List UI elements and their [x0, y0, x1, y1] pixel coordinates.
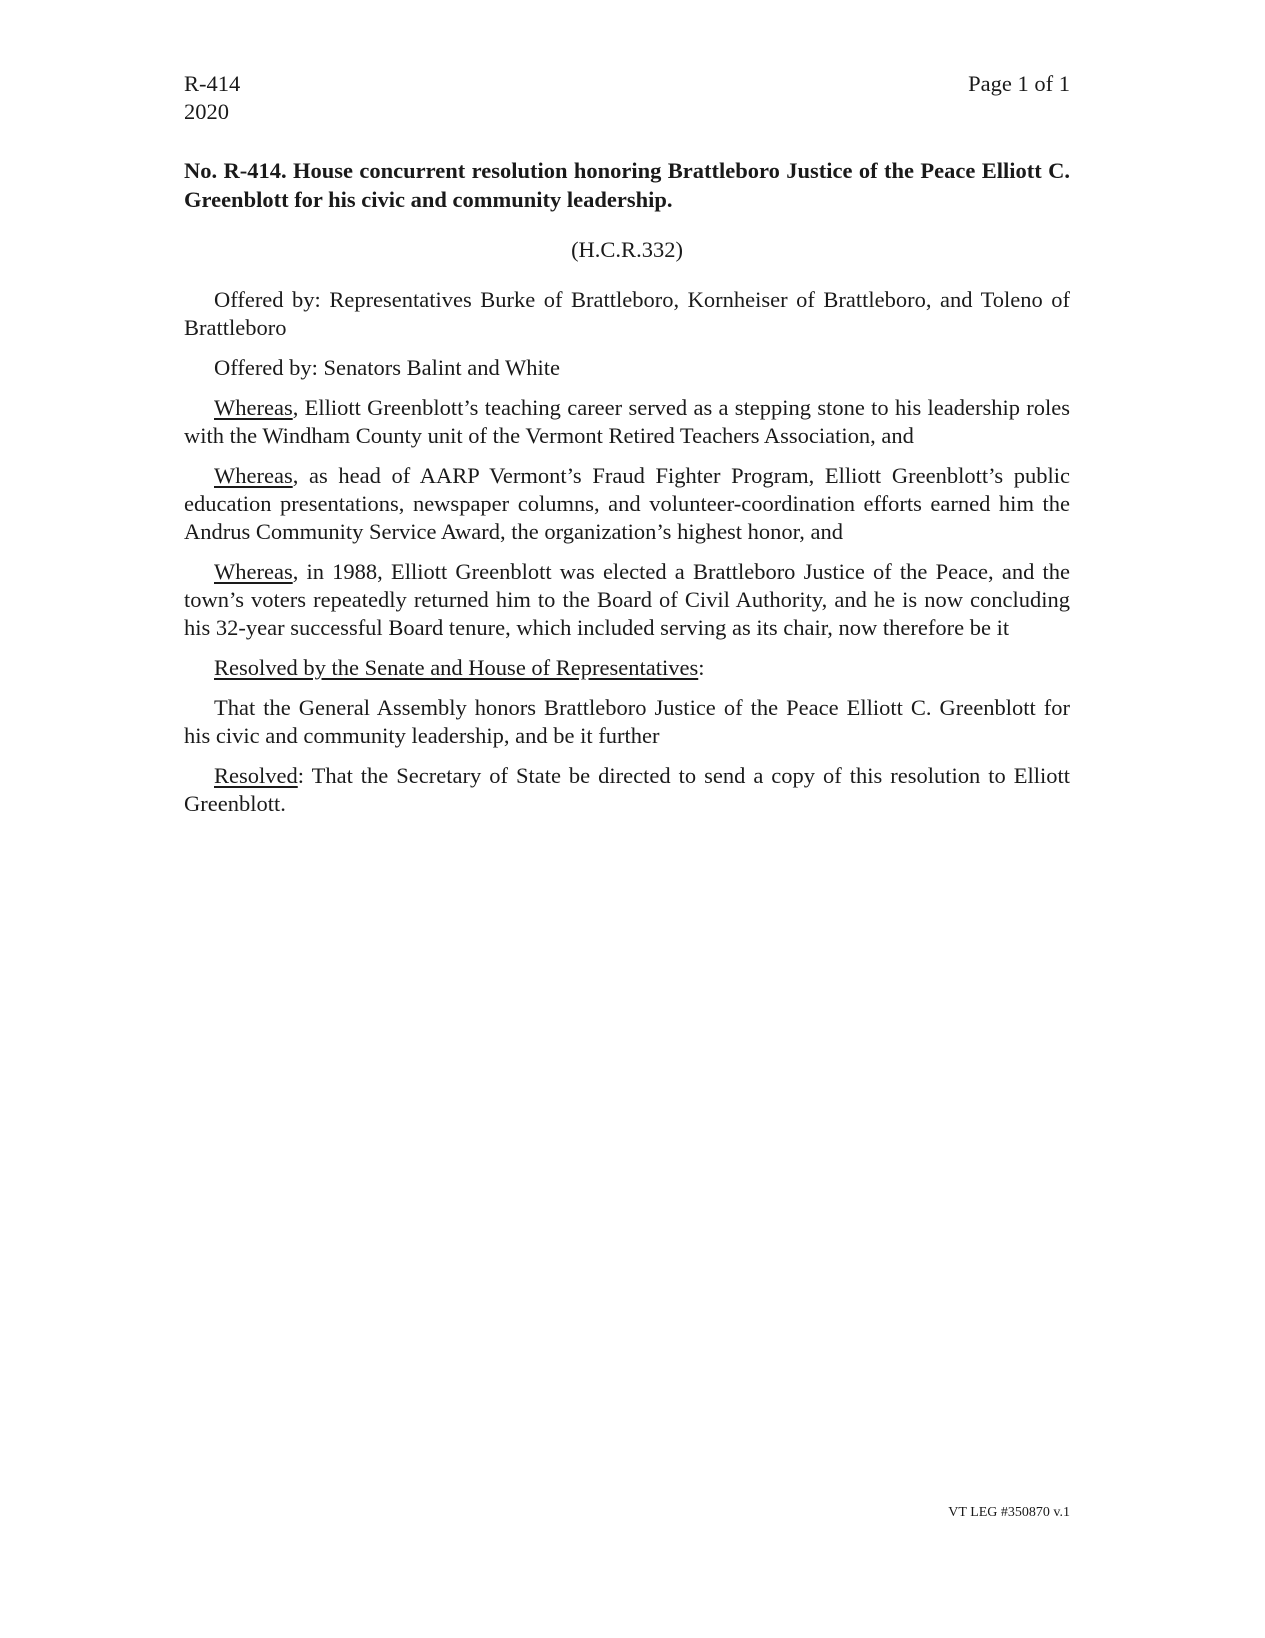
resolved-heading-label: Resolved by the Senate and House of Representatives [214, 655, 699, 680]
whereas-text: , in 1988, Elliott Greenblott was elected a Brattleboro Justice of the Peace, and the town’s voters repeatedly returned him to the Board of Civil Authority, and he is now concluding his 32-year successful Board tenure, which included serving as its chair, now therefore be it [184, 559, 1070, 640]
document-page [184, 70, 1070, 818]
hcr-number: (H.C.R.332) [571, 237, 683, 262]
resolved-final-clause [184, 762, 1070, 818]
document-footer-id: VT LEG #350870 v.1 [948, 1505, 1070, 1520]
whereas-text: , Elliott Greenblott’s teaching career served as a stepping stone to his leadership roles with the Windham County unit of the Vermont Retired Teachers Association, and [184, 395, 1070, 448]
whereas-clause-2 [184, 462, 1070, 546]
page-indicator: Page 1 of 1 [968, 71, 1070, 96]
resolution-text: That the General Assembly honors Brattleboro Justice of the Peace Elliott C. Greenblott for his civic and community leadership, and be it further [184, 695, 1070, 748]
whereas-text: , as head of AARP Vermont’s Fraud Fighter Program, Elliott Greenblott’s public education presentations, newspaper columns, and volunteer-coordination efforts earned him the Andrus Community Service Award, the organization’s highest honor, and [184, 463, 1070, 544]
offered-by-senate: Offered by: Senators Balint and White [214, 355, 560, 380]
whereas-clause-1 [184, 394, 1070, 450]
resolution-title: No. R-414. House concurrent resolution honoring Brattleboro Justice of the Peace Elliott C. Greenblott for his civic and community leadership. [184, 158, 1070, 212]
resolved-text: : That the Secretary of State be directed to send a copy of this resolution to Elliott Greenblott. [184, 763, 1070, 816]
offered-by-house: Offered by: Representatives Burke of Brattleboro, Kornheiser of Brattleboro, and Toleno of Brattleboro [184, 287, 1070, 340]
document-header [184, 70, 1070, 126]
resolved-label: Resolved [214, 763, 298, 788]
whereas-clause-3 [184, 558, 1070, 642]
resolved-heading-suffix: : [698, 655, 705, 680]
whereas-label: Whereas [214, 559, 293, 584]
whereas-label: Whereas [214, 395, 293, 420]
resolution-year: 2020 [184, 99, 229, 124]
whereas-label: Whereas [214, 463, 293, 488]
header-left [184, 70, 240, 126]
resolved-heading [184, 654, 1070, 682]
resolution-number: R-414 [184, 71, 241, 96]
